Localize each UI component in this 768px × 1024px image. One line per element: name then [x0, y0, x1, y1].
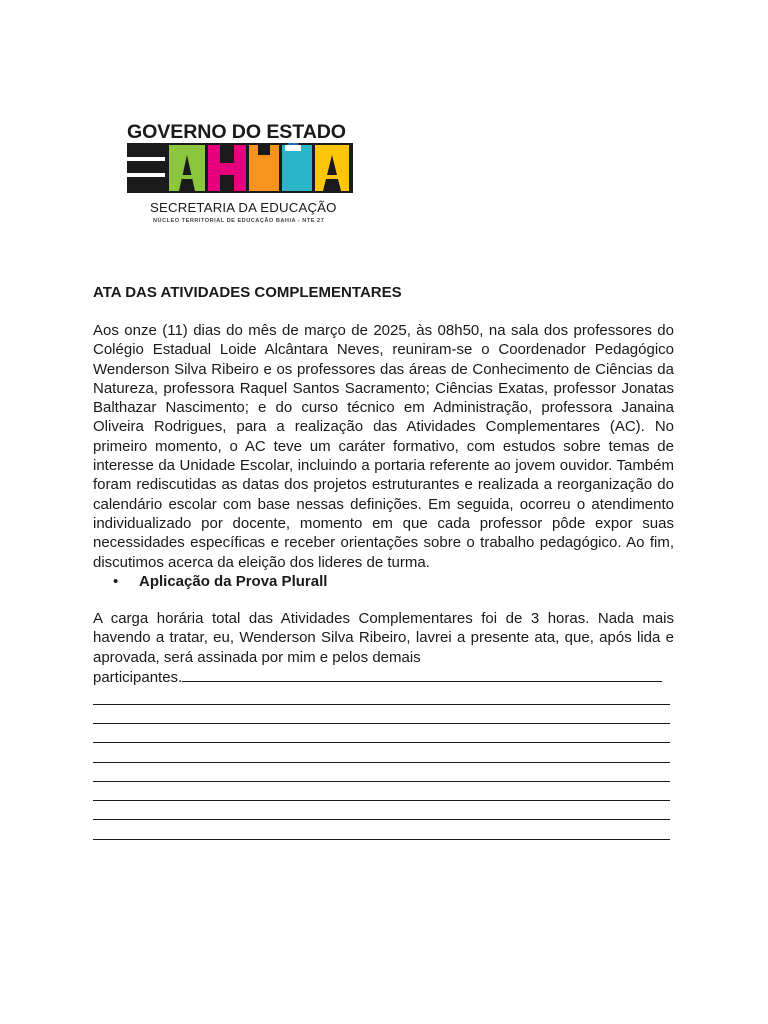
signature-line — [93, 726, 670, 745]
signature-line — [93, 784, 670, 803]
signature-line — [93, 822, 670, 841]
signature-line — [93, 687, 670, 706]
signature-intro-line — [93, 667, 674, 687]
secretaria-educacao-logo — [127, 121, 353, 231]
signature-line — [93, 765, 670, 784]
paragraph-closing: A carga horária total das Atividades Complementares foi de 3 horas. Nada mais havendo a tratar, eu, Wenderson Silva Ribeiro, lavrei a presente ata, que, após lida e aprovada, será assinada por mim e pelos demais — [93, 610, 674, 666]
logo-subunit-text: NÚCLEO TERRITORIAL DE EDUCAÇÃO BAHIA - NTE 27 — [153, 218, 325, 224]
logo-department-text: SECRETARIA DA EDUCAÇÃO — [150, 200, 337, 215]
logo-bahia-wordmark — [127, 143, 353, 193]
bullet-item — [93, 572, 674, 591]
document-body — [93, 282, 674, 842]
bullet-symbol: • — [113, 572, 119, 590]
logo-governo-text: GOVERNO DO ESTADO — [127, 121, 346, 143]
bullet-list — [93, 572, 674, 591]
signature-line — [93, 745, 670, 764]
document-title: ATA DAS ATIVIDADES COMPLEMENTARES — [93, 284, 402, 301]
bullet-item-text: Aplicação da Prova Plurall — [139, 572, 328, 590]
paragraph-meeting-record: Aos onze (11) dias do mês de março de 2025, às 08h50, na sala dos professores do Colégio Estadual Loide Alcântara Neves, reuniram-se o Coordenador Pedagógico Wenderson Silva Ribeiro e os professores das áreas de Conhecimento de Ciências da Natureza, professora Raquel Santos Sacramento; Ciências Exatas, professor Jonatas Balthazar Nascimento; e do curso técnico em Administração, professora Janaina Oliveira Rodrigues, para a realização das Atividades Complementares (AC). No primeiro momento, o AC teve um caráter formativo, com estudos sobre temas de interesse da Unidade Escolar, incluindo a portaria referente ao jovem ouvidor. Também foram rediscutidas as datas dos projetos estruturantes e realizada a reorganização do calendário escolar com base nessas definições. Em seguida, ocorreu o atendimento individualizado por docente, momento em que cada professor pôde expor suas necessidades específicas e receber orientações sobre o trabalho pedagógico. Ao fim, discutimos acerca da eleição dos lideres de turma. — [93, 322, 674, 571]
participants-label: participantes. — [93, 669, 183, 687]
signature-line — [182, 667, 662, 682]
signature-line — [93, 803, 670, 822]
signature-line — [93, 707, 670, 726]
